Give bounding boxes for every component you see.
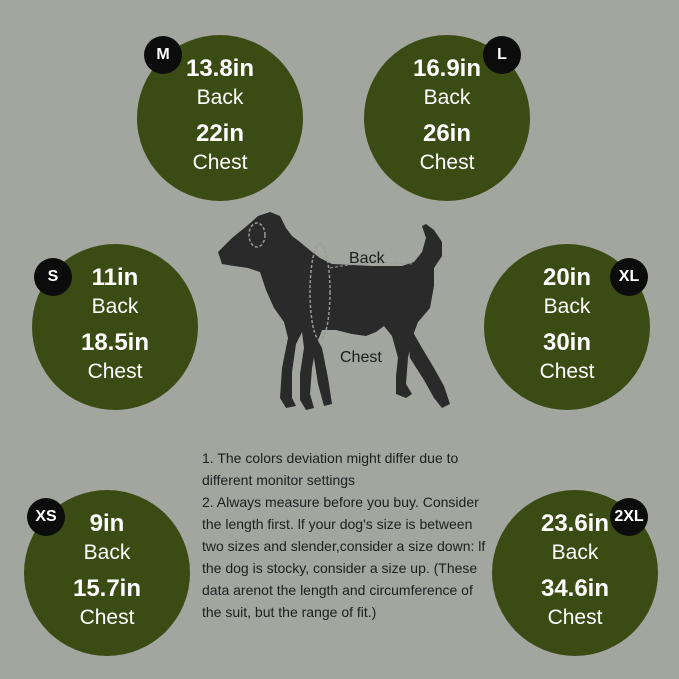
diagram-chest-label: Chest	[340, 349, 382, 366]
back-value: 13.8in	[185, 55, 255, 82]
back-value: 11in	[91, 264, 139, 291]
dog-silhouette-icon	[212, 208, 472, 423]
diagram-back-label: Back	[349, 250, 385, 267]
chest-value: 18.5in	[80, 329, 150, 356]
chest-label: Chest	[87, 360, 143, 383]
chest-value: 22in	[195, 120, 245, 147]
back-value: 16.9in	[412, 55, 482, 82]
back-label: Back	[423, 86, 471, 109]
chest-label: Chest	[79, 606, 135, 629]
chest-value: 34.6in	[540, 575, 610, 602]
chest-value: 30in	[542, 329, 592, 356]
size-badge-xs: XS	[27, 498, 65, 536]
back-label: Back	[91, 295, 139, 318]
back-value: 9in	[89, 510, 125, 537]
back-label: Back	[83, 541, 131, 564]
note-item: 2. Always measure before you buy. Consider the length first. lf your dog's size is between two sizes and slender,consider a size down: lf the dog is stocky, consider a size up. (These data arenot the length and circumference of the suit, but the range of fit.)	[202, 494, 486, 620]
back-label: Back	[551, 541, 599, 564]
chest-label: Chest	[419, 151, 475, 174]
back-value: 20in	[542, 264, 592, 291]
chest-value: 26in	[422, 120, 472, 147]
size-badge-m: M	[144, 36, 182, 74]
note-item: 1. The colors deviation might differ due to different monitor settings	[202, 450, 459, 488]
back-label: Back	[196, 86, 244, 109]
sizing-notes	[202, 447, 492, 623]
size-badge-2xl: 2XL	[610, 498, 648, 536]
back-value: 23.6in	[540, 510, 610, 537]
size-badge-xl: XL	[610, 258, 648, 296]
chest-label: Chest	[192, 151, 248, 174]
chest-label: Chest	[539, 360, 595, 383]
size-badge-l: L	[483, 36, 521, 74]
size-badge-s: S	[34, 258, 72, 296]
chest-value: 15.7in	[72, 575, 142, 602]
back-label: Back	[543, 295, 591, 318]
chest-label: Chest	[547, 606, 603, 629]
